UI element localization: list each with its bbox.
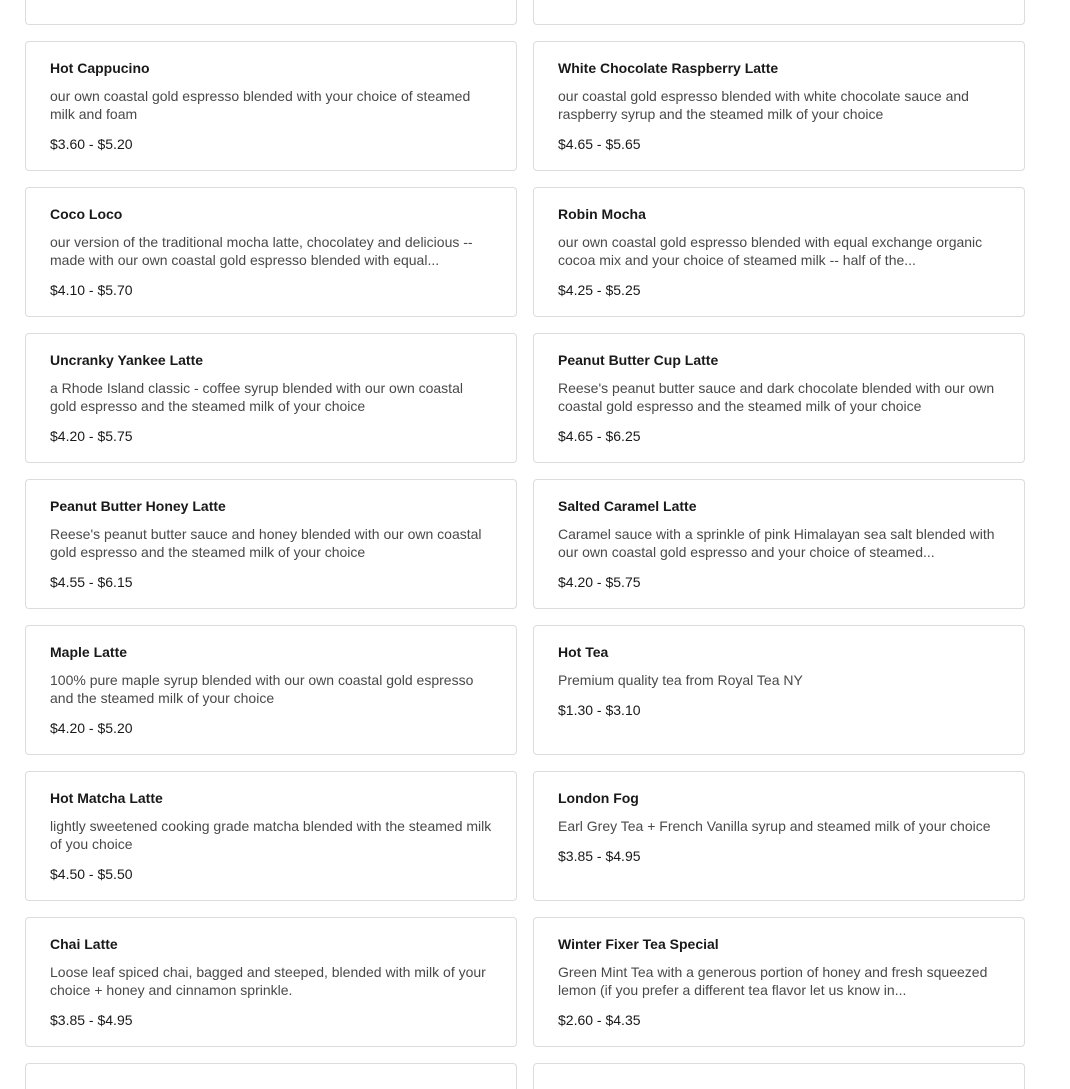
menu-item-description: our own coastal gold espresso blended with your choice of steamed milk and foam — [50, 88, 471, 122]
menu-item-name: Peanut Butter Honey Latte — [50, 498, 226, 514]
menu-item-name: Winter Fixer Tea Special — [558, 936, 719, 952]
menu-item-description: Earl Grey Tea + French Vanilla syrup and steamed milk of your choice — [558, 818, 991, 834]
menu-item-price: $4.20 - $5.75 — [50, 428, 133, 444]
menu-item-price: $2.60 - $4.35 — [558, 1012, 641, 1028]
menu-item-price: $3.60 - $5.20 — [50, 136, 133, 152]
menu-item-description: Loose leaf spiced chai, bagged and steeped, blended with milk of your choice + honey and cinnamon sprinkle. — [50, 964, 486, 998]
menu-item-card[interactable] — [25, 187, 517, 317]
menu-item-description: our version of the traditional mocha latte, chocolatey and delicious -- made with our own coastal gold espresso blended with equal... — [50, 234, 473, 268]
menu-item-name: Maple Latte — [50, 644, 128, 660]
menu-item-card[interactable] — [533, 917, 1025, 1047]
menu-item-card[interactable] — [25, 41, 517, 171]
menu-item-card[interactable] — [25, 1063, 517, 1089]
menu-item-price: $4.65 - $5.65 — [558, 136, 641, 152]
menu-item-description: Reese's peanut butter sauce and dark chocolate blended with our own coastal gold espresso and the steamed milk of your choice — [558, 380, 995, 414]
menu-item-price: $3.85 - $4.95 — [50, 1012, 133, 1028]
menu-item-price: $4.10 - $5.70 — [50, 282, 133, 298]
menu-item-price: $4.50 - $5.50 — [50, 866, 133, 882]
menu-item-card[interactable] — [533, 41, 1025, 171]
menu-item-name: White Chocolate Raspberry Latte — [558, 60, 779, 76]
menu-item-description: lightly sweetened cooking grade matcha blended with the steamed milk of you choice — [50, 818, 492, 852]
menu-item-description: 100% pure maple syrup blended with our own coastal gold espresso and the steamed milk of your choice — [50, 672, 474, 706]
menu-item-description: our coastal gold espresso blended with white chocolate sauce and raspberry syrup and the steamed milk of your choice — [558, 88, 969, 122]
menu-item-card[interactable] — [533, 479, 1025, 609]
menu-item-description: Reese's peanut butter sauce and honey blended with our own coastal gold espresso and the steamed milk of your choice — [50, 526, 482, 560]
menu-item-price: $4.65 - $6.25 — [558, 428, 641, 444]
menu-item-name: Peanut Butter Cup Latte — [558, 352, 719, 368]
menu-item-price: $4.25 - $5.25 — [558, 282, 641, 298]
menu-item-name: Robin Mocha — [558, 206, 646, 222]
menu-item-description: Green Mint Tea with a generous portion of honey and fresh squeezed lemon (if you prefer a different tea flavor let us know in... — [558, 964, 988, 998]
menu-item-card[interactable] — [533, 333, 1025, 463]
menu-item-card[interactable] — [25, 0, 517, 25]
menu-item-name — [50, 1081, 492, 1089]
menu-item-name: Uncranky Yankee Latte — [50, 352, 204, 368]
menu-item-name: Hot Cappucino — [50, 60, 150, 76]
menu-item-card[interactable] — [25, 771, 517, 901]
menu-item-name: Hot Tea — [558, 644, 609, 660]
menu-item-card[interactable] — [533, 187, 1025, 317]
menu-item-card[interactable] — [533, 771, 1025, 901]
menu-item-card[interactable] — [25, 333, 517, 463]
menu-item-card[interactable] — [533, 0, 1025, 25]
menu-item-price: $4.55 - $6.15 — [50, 574, 133, 590]
menu-item-price: $4.20 - $5.75 — [558, 574, 641, 590]
menu-item-description: a Rhode Island classic - coffee syrup blended with our own coastal gold espresso and the steamed milk of your choice — [50, 380, 463, 414]
menu-item-price: $3.85 - $4.95 — [558, 848, 641, 864]
menu-item-name: Chai Latte — [50, 936, 118, 952]
menu-item-card[interactable] — [533, 625, 1025, 755]
menu-item-description: Caramel sauce with a sprinkle of pink Himalayan sea salt blended with our own coastal gold espresso and your choice of steamed... — [558, 526, 995, 560]
menu-item-card[interactable] — [533, 1063, 1025, 1089]
menu-item-name: Salted Caramel Latte — [558, 498, 697, 514]
menu-item-description: Premium quality tea from Royal Tea NY — [558, 672, 803, 688]
menu-item-price: $4.20 - $5.20 — [50, 720, 133, 736]
menu-item-name — [558, 1081, 1000, 1089]
menu-item-description: our own coastal gold espresso blended with equal exchange organic cocoa mix and your choice of steamed milk -- half of the... — [558, 234, 983, 268]
menu-item-price: $1.30 - $3.10 — [558, 702, 641, 718]
menu-item-card[interactable] — [25, 625, 517, 755]
menu-item-name: London Fog — [558, 790, 639, 806]
menu-item-card[interactable] — [25, 917, 517, 1047]
menu-item-card[interactable] — [25, 479, 517, 609]
menu-item-grid — [25, 0, 1025, 1089]
menu-item-name: Hot Matcha Latte — [50, 790, 163, 806]
menu-item-name: Coco Loco — [50, 206, 123, 222]
